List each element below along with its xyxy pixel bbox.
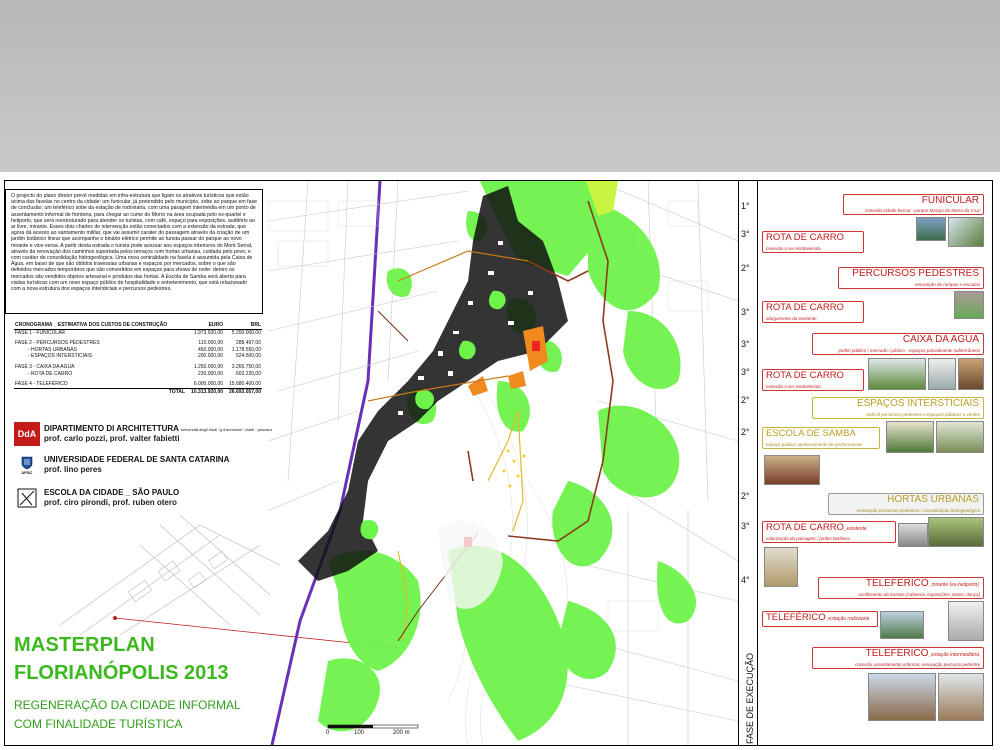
poster-subtitle-line1: REGENERAÇÃO DA CIDADE INFORMAL — [14, 698, 241, 712]
poster-title-line2: FLORIANÓPOLIS 2013 — [14, 662, 229, 684]
phase-mark: 2° — [741, 395, 750, 405]
cost-header-title: CRONOGRAMA _ ESTIMATIVA DOS CUSTOS DE CONSTRUÇÃO — [14, 322, 186, 329]
escola-logo-icon — [14, 486, 40, 510]
phase-mark: 2° — [741, 491, 750, 501]
phase-mark: 4° — [741, 575, 750, 585]
scale-label-200: 200 m — [393, 730, 410, 736]
photo-escola-samba — [764, 455, 820, 485]
institution-name: UNIVERSIDADE FEDERAL DE SANTA CATARINA — [44, 455, 230, 464]
phase-mark: 3° — [741, 229, 750, 239]
table-row: FASE 3 - CAIXA DA AGUA 1.250.000,00 3.266.750,00 — [15, 363, 261, 370]
legend-card-teleferico-mirante: TELEFÉRICO_mirante (ex-heliporto) acolhimento de turistas (cafeteria, exposições, teatro, dança) — [818, 577, 984, 599]
photo-rota-existente-2 — [898, 523, 928, 547]
institution-name: ESCOLA DA CIDADE _ SÃO PAULO — [44, 488, 180, 497]
ufsc-logo-icon: UFSC — [14, 453, 40, 477]
legend-card-escola-samba: ESCOLA DE SAMBA espaço público aprimoramento de performances — [762, 427, 880, 449]
legend-card-rota-carro-existente: ROTA DE CARRO_existente valorização da paisagem / jardim botânico — [762, 521, 896, 543]
table-row: FASE 2 - PERCURSOS PEDESTRES 110.000,00 288.497,00 — [15, 340, 261, 347]
photo-teleferico-rodoviaria — [880, 611, 924, 639]
phase-mark: 3° — [741, 367, 750, 377]
photo-rota-existente-1 — [764, 547, 798, 587]
map-drawing — [268, 181, 738, 745]
phase-mark: 2° — [741, 263, 750, 273]
institution-dda — [14, 422, 272, 448]
table-row: FASE 4 - TELEFÉRICO 6.000.000,00 15.680.400,00 — [15, 381, 261, 388]
institution-professors: prof. lino peres — [44, 465, 102, 474]
institution-professors: prof. ciro pirondi, prof. ruben otero — [44, 498, 177, 507]
legend-card-hortas-urbanas: HORTAS URBANAS renovação percursos pedestres / consolidação hidrogeológica — [828, 493, 984, 515]
institution-name: DIPARTIMENTO DI ARCHITETTURA — [44, 424, 179, 433]
photo-hortas — [928, 517, 984, 547]
institution-professors: prof. carlo pozzi, prof. valter fabietti — [44, 434, 180, 443]
photo-funicular-1 — [916, 217, 946, 241]
photo-teleferico-intermediaria-1 — [868, 673, 936, 721]
slide-header-band — [0, 0, 1000, 172]
table-total-row: TOTAL 10.313.920,00 26.693.057,00 — [14, 388, 262, 395]
legend-card-rota-carro-2: ROTA DE CARRO alargamento da existente — [762, 301, 864, 323]
phase-column — [738, 181, 758, 745]
photo-caixa-agua-1 — [868, 358, 926, 390]
cost-header-brl: BRL — [224, 322, 262, 329]
institution-subtitle: università degli studi "g.d'annunzio" chieti - pescara — [180, 427, 272, 432]
legend-card-rota-carro-3: ROTA DE CARRO conexão a ser estabelecida — [762, 369, 864, 391]
photo-caixa-agua-3 — [958, 358, 984, 390]
table-row: FASE 1 - FUNICULAR 1.973.920,00 5.200.000,00 — [15, 329, 261, 336]
legend-card-caixa-agua: CAIXA DA AGUA jardim público / mercado / pórtico - espaços parcialmente subterrâneos — [812, 333, 984, 355]
masterplan-map — [268, 181, 738, 745]
dda-logo-icon: DdA — [14, 422, 40, 446]
phase-mark: 3° — [741, 339, 750, 349]
legend-card-teleferico-rodoviaria: TELEFÉRICO_estação rodoviaria — [762, 611, 878, 627]
photo-funicular-2 — [948, 217, 984, 247]
legend-card-percursos-pedestres: PERCURSOS PEDESTRES renovação de rampas e escadas — [838, 267, 984, 289]
table-row: - HORTAS URBANAS 450.000,00 1.178.550,00 — [28, 346, 261, 353]
cost-header-euro: EURO — [186, 322, 224, 329]
photo-caixa-agua-2 — [928, 358, 956, 390]
photo-intersticiais-1 — [886, 421, 934, 453]
phase-column-label: FASE DE EXECUÇÃO — [745, 652, 755, 744]
photo-intersticiais-2 — [936, 421, 984, 453]
photo-teleferico-intermediaria-2 — [938, 673, 984, 721]
institution-ufsc — [14, 453, 264, 479]
cost-table — [14, 322, 262, 395]
phase-mark: 3° — [741, 307, 750, 317]
photo-percursos — [954, 291, 984, 319]
scale-label-0: 0 — [326, 730, 330, 736]
legend-card-teleferico-intermediaria: TELEFÉRICO_estação intermediária conexão assentamento informal, renovação percurso pedestre — [812, 647, 984, 669]
table-row: - ESPAÇOS INTERSTICIAIS 200.000,00 524.500,00 — [28, 353, 261, 360]
phase-mark: 2° — [741, 427, 750, 437]
legend-panel — [758, 181, 994, 745]
poster-title-line1: MASTERPLAN — [14, 634, 155, 656]
legend-card-rota-carro-1: ROTA DE CARRO conexão a ser estabelecida — [762, 231, 864, 253]
project-description: O projecto do plano diretor prevê medidas em infra-estrutura que ligam os atrativos turísticos que estão acima das favelas no centro da cidade: um funicular, já pretendido pelo município, sobe ao parque em fase de conclusão; um teleférico sobe da estação de rodoviaria, com uma paragem intermédia em um ponto de assentamento informal de fronteira, para chegar ao cume do Morro na área ocupada pelo ex-quartel e heliporto, que será reestruturado para atender os turistas, com café, espaço para exposições, auditório ao ar livre, mirante. Esses dois charles de intervenção estão conectados com a extensão da estrada, que agora dá acesso ao santamento militar, que vai assumir caráter do passagem através da criação de um jardim botânico linear que acompanhe o binário elétrico permite ao turista passar do parque ao novo mirante e vice-versa. A partir desta estrada o turista pode acessar aos espaços interiores do Mont Serrat, através da renovação dos caminhos suportada pelos terraços com hortas urbanas, cuidada pelo povo, e com caráter de consolidação hidrogeológica. Uma nova centralidade na favela é assumida pela Caixa de Água, em baixo de que são obtidos travessias urbanas e espaços por mercados, sobre o que são definidos mercados temporários que são convertidos em espaços para shows de noite: dentro os mercados são vendidos objetos artesanal e produtos das hortas. A Escola de Samba será aberta para visitas turísticas com um novo espaço público de hospitalidade e entretenimento, que está relacionado com a nova estrutura dos espaços intersticiais e percursos pedestres. — [5, 189, 263, 314]
legend-card-funicular: FUNICULAR conexão cidade formal - parque Maciço do Morro da Cruz — [843, 194, 984, 215]
phase-mark: 1° — [741, 201, 750, 211]
table-row: - ROTA DE CARRO 230.000,00 603.220,00 — [28, 370, 261, 377]
phase-mark: 3° — [741, 521, 750, 531]
scale-label-100: 100 — [354, 730, 365, 736]
legend-card-espacos-intersticiais: ESPAÇOS INTERSTICIAIS rede di percursos pedestres e espaços públicos e verdes — [812, 397, 984, 419]
photo-teleferico-mirante — [948, 601, 984, 641]
poster-subtitle-line2: COM FINALIDADE TURÍSTICA — [14, 717, 183, 731]
